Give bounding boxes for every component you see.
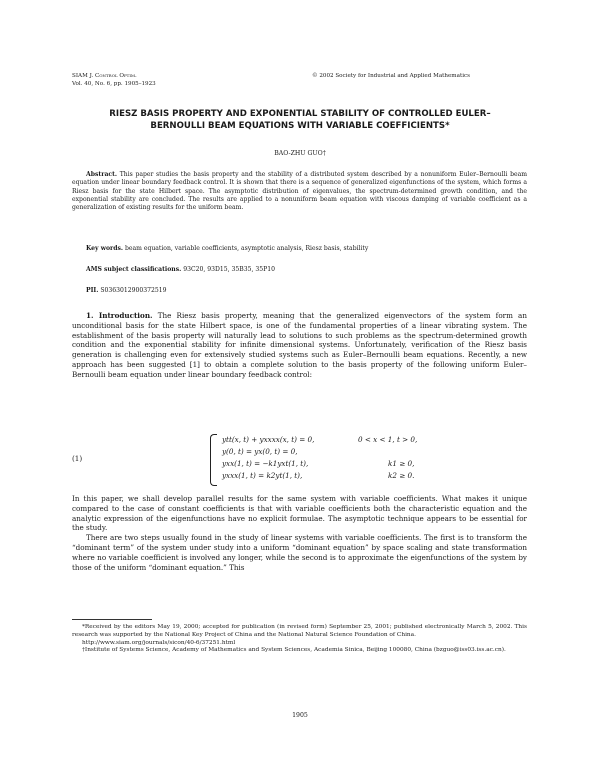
paper-title: RIESZ BASIS PROPERTY AND EXPONENTIAL STABILITY OF CONTROLLED EULER–BERNOULLI BEAM EQUATIONS WITH VARIABLE COEFFICIENTS* <box>109 109 491 131</box>
equation-number: (1) <box>72 454 83 463</box>
footnotes <box>72 624 527 655</box>
equation-condition: k1 ≥ 0, <box>388 459 415 468</box>
intro-paragraph-1 <box>72 311 527 380</box>
equation-condition: k2 ≥ 0. <box>388 471 415 480</box>
abstract-label: Abstract. <box>86 171 118 178</box>
abstract <box>72 171 527 212</box>
equation-line: ytt(x, t) + yxxxx(x, t) = 0, <box>222 435 315 444</box>
journal-header <box>72 72 156 88</box>
footnote-url[interactable]: http://www.siam.org/journals/sicon/40-6/37251.html <box>82 639 236 646</box>
footnote-affiliation: †Institute of Systems Science, Academy of Mathematics and System Sciences, Academia Sinica, Beijing 100080, China (bzguo@iss03.iss.ac.cn). <box>82 647 506 654</box>
intro-paragraph-2: In this paper, we shall develop parallel results for the same system with variable coefficients. What makes it unique compared to the case of constant coefficients is that with variable coefficients both the characteristic equation and the analytic expression of the eigenfunctions have no explicit formulae. The asymptotic technique appears to be essential for the study. <box>72 494 527 533</box>
footnote-rule <box>72 619 152 620</box>
pii-label: PII. <box>86 287 99 294</box>
author-name: BAO-ZHU GUO† <box>274 150 326 157</box>
intro-paragraph-3: There are two steps usually found in the study of linear systems with variable coefficients. The first is to transform the “dominant term” of the system under study into a uniform “dominant equation” by space scaling and state transformation where no variable coefficient is involved any longer, while the second is to approximate the eigenfunctions of the system by those of the uniform “dominant equation.” This <box>72 533 527 572</box>
page-number: 1905 <box>292 712 308 719</box>
equation-brace <box>210 434 217 486</box>
equation-condition: 0 < x < 1, t > 0, <box>358 435 418 444</box>
equation-1 <box>72 434 527 486</box>
intro-p1-text: The Riesz basis property, meaning that the generalized eigenvectors of the system form an unconditional basis for the state Hilbert space, is one of the fundamental properties of a linear vibrating system. The establishment of the basis property will naturally lead to solutions to such problems as the spectrum-determined growth condition and the exponential stability for infinite dimensional systems. Unfortunately, verification of the Riesz basis generation is challenging even for extensively studied systems such as Euler–Bernoulli beam equations. Recently, a new approach has been suggested [1] to obtain a complete solution to the basis property of the following uniform Euler–Bernoulli beam equation under linear boundary feedback control: <box>72 311 527 379</box>
intro-continuation <box>72 494 527 572</box>
keywords-text: beam equation, variable coefficients, asymptotic analysis, Riesz basis, stability <box>124 245 369 252</box>
footnote-received: *Received by the editors May 19, 2000; accepted for publication (in revised form) September 25, 2001; published electronically March 5, 2002. This research was supported by the National Key Project of China and the National Natural Science Foundation of China. <box>72 624 527 638</box>
abstract-text: This paper studies the basis property and the stability of a distributed system described by a nonuniform Euler–Bernoulli beam equation under linear boundary feedback control. It is shown that there is a sequence of generalized eigenfunctions of the system, which forms a Riesz basis for the state Hilbert space. The asymptotic distribution of eigenvalues, the spectrum-determined growth condition, and the exponential stability are concluded. The results are applied to a nonuniform beam equation with viscous damping of variable coefficient as a generalization of existing results for the uniform beam. <box>72 171 528 212</box>
journal-volume: Vol. 40, No. 6, pp. 1905–1923 <box>72 81 156 87</box>
copyright-notice: © 2002 Society for Industrial and Applied Mathematics <box>311 73 470 79</box>
pii-text: S0363012900372519 <box>100 287 167 294</box>
journal-name: SIAM J. Control Optim. <box>72 73 137 79</box>
equation-line: yxx(1, t) = −k1yxt(1, t), <box>222 459 309 468</box>
ams-classifications <box>86 266 526 274</box>
equation-line: yxxx(1, t) = k2yt(1, t), <box>222 471 303 480</box>
section-heading: 1. Introduction. <box>86 311 153 320</box>
ams-label: AMS subject classifications. <box>86 266 182 273</box>
keywords-label: Key words. <box>86 245 124 252</box>
intro-section <box>72 311 527 380</box>
equation-line: y(0, t) = yx(0, t) = 0, <box>222 447 298 456</box>
keywords <box>86 245 526 253</box>
ams-text: 93C20, 93D15, 35B35, 35P10 <box>183 266 275 273</box>
pii <box>86 287 526 295</box>
